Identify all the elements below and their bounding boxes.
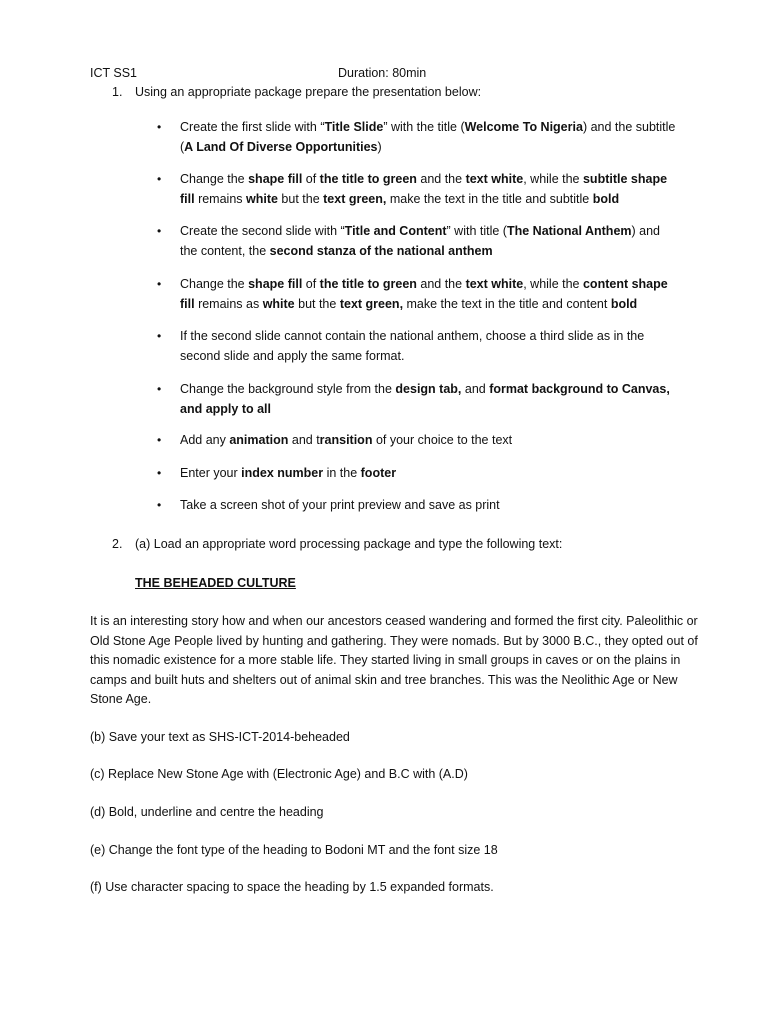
bullet-item-6: [180, 380, 680, 419]
bullet-text-segment: animation: [229, 433, 289, 447]
bullet-text-segment: Change the: [180, 277, 249, 291]
bullet-item-4: [180, 275, 680, 314]
bullet-text-segment: If the second slide cannot contain the national anthem, choose a third slide as in the second slide and apply the same format.: [180, 329, 645, 363]
bullet-icon: •: [157, 433, 162, 447]
bullet-text-segment: text white: [465, 277, 524, 291]
bullet-text-segment: , while the: [523, 277, 583, 291]
bullet-text-segment: bold: [610, 296, 638, 311]
bullet-text-segment: of: [302, 172, 320, 186]
bullet-text-segment: subtitle shape fill: [180, 172, 668, 206]
bullet-text-segment: of: [302, 277, 320, 291]
body-paragraph: It is an interesting story how and when our ancestors ceased wandering and formed the first city. Paleolithic or Old Stone Age People lived by hunting and gathering. They were nomads. But by 3000 B.C., they opted out of this nomadic existence for a more stable life. They started living in small groups in caves or on the plains in camps and built huts and shelters out of animal skin and tree branches. This was the Neolithic Age or New Stone Age.: [90, 614, 698, 706]
bullet-icon: •: [157, 466, 162, 480]
subitem-1: (b) Save your text as SHS-ICT-2014-beheaded: [90, 730, 350, 744]
bullet-text-segment: ) and the content, the: [180, 224, 661, 258]
bullet-text-segment: make the text in the title and subtitle: [386, 191, 593, 206]
bullet-text-segment: Create the second slide with “: [180, 224, 345, 238]
question-2-number: 2.: [112, 537, 123, 551]
bullet-text-segment: ): [377, 139, 382, 154]
header-duration: Duration: 80min: [338, 66, 427, 80]
bullet-text-segment: and the: [416, 277, 466, 291]
bullet-text-segment: shape fill: [248, 277, 303, 291]
bullet-text-segment: ransition: [319, 433, 373, 447]
subitem-2: (c) Replace New Stone Age with (Electronic Age) and B.C with (A.D): [90, 767, 468, 781]
document-heading: THE BEHEADED CULTURE: [135, 576, 296, 590]
bullet-text-segment: the title to green: [319, 172, 417, 186]
bullet-text-segment: remains: [194, 191, 246, 206]
bullet-icon: •: [157, 277, 162, 291]
question-1-intro: Using an appropriate package prepare the presentation below:: [135, 85, 482, 99]
bullet-text-segment: design tab,: [395, 382, 462, 396]
bullet-item-2: [180, 170, 680, 209]
bullet-text-segment: and: [461, 382, 490, 396]
bullet-text-segment: content shape fill: [180, 277, 668, 311]
bullet-item-5: [180, 327, 680, 366]
question-1-number: 1.: [112, 85, 123, 99]
question-2-intro: (a) Load an appropriate word processing package and type the following text:: [135, 537, 563, 551]
bullet-text-segment: footer: [360, 466, 397, 480]
bullet-item-7: [180, 431, 680, 451]
bullet-text-segment: second stanza of the national anthem: [269, 243, 493, 258]
bullet-text-segment: of your choice to the text: [372, 433, 513, 447]
bullet-text-segment: text white: [465, 172, 524, 186]
header-class: ICT SS1: [90, 66, 138, 80]
subitem-5: (f) Use character spacing to space the heading by 1.5 expanded formats.: [90, 880, 494, 894]
bullet-text-segment: A Land Of Diverse Opportunities: [184, 139, 378, 154]
bullet-text-segment: white: [246, 191, 278, 206]
bullet-text-segment: white: [262, 296, 295, 311]
bullet-item-3: [180, 222, 680, 261]
bullet-icon: •: [157, 120, 162, 134]
bullet-item-1: [180, 118, 680, 157]
bullet-text-segment: text green,: [323, 191, 387, 206]
bullet-text-segment: Change the: [180, 172, 249, 186]
bullet-text-segment: Title Slide: [324, 120, 384, 134]
bullet-text-segment: in the: [323, 466, 361, 480]
bullet-icon: •: [157, 224, 162, 238]
bullet-text-segment: ) and the subtitle (: [180, 120, 676, 154]
bullet-text-segment: Title and Content: [344, 224, 447, 238]
bullet-text-segment: Add any: [180, 433, 230, 447]
bullet-text-segment: the title to green: [319, 277, 417, 291]
bullet-icon: •: [157, 329, 162, 343]
bullet-text-segment: and t: [288, 433, 320, 447]
bullet-text-segment: ” with the title (: [383, 120, 465, 134]
bullet-text-segment: Take a screen shot of your print preview and save as print: [180, 498, 500, 512]
bullet-text-segment: shape fill: [248, 172, 303, 186]
bullet-text-segment: Enter your: [180, 466, 242, 480]
bullet-text-segment: and the: [416, 172, 466, 186]
bullet-item-8: [180, 464, 680, 484]
bullet-text-segment: Change the background style from the: [180, 382, 396, 396]
bullet-text-segment: Welcome To Nigeria: [464, 120, 583, 134]
bullet-text-segment: but the: [277, 191, 324, 206]
bullet-icon: •: [157, 172, 162, 186]
subitem-3: (d) Bold, underline and centre the heading: [90, 805, 324, 819]
bullet-text-segment: ” with title (: [446, 224, 507, 238]
bullet-text-segment: The National Anthem: [506, 224, 632, 238]
bullet-text-segment: Create the first slide with “: [180, 120, 325, 134]
bullet-icon: •: [157, 382, 162, 396]
bullet-icon: •: [157, 498, 162, 512]
bullet-text-segment: bold: [592, 191, 620, 206]
bullet-text-segment: format background to Canvas, and apply to all: [180, 382, 670, 416]
bullet-text-segment: make the text in the title and content: [403, 296, 611, 311]
bullet-text-segment: , while the: [523, 172, 583, 186]
subitem-4: (e) Change the font type of the heading to Bodoni MT and the font size 18: [90, 843, 498, 857]
bullet-text-segment: index number: [241, 466, 324, 480]
bullet-item-9: [180, 496, 680, 516]
bullet-text-segment: remains as: [194, 296, 263, 311]
bullet-text-segment: text green,: [339, 296, 404, 311]
bullet-text-segment: but the: [294, 296, 340, 311]
